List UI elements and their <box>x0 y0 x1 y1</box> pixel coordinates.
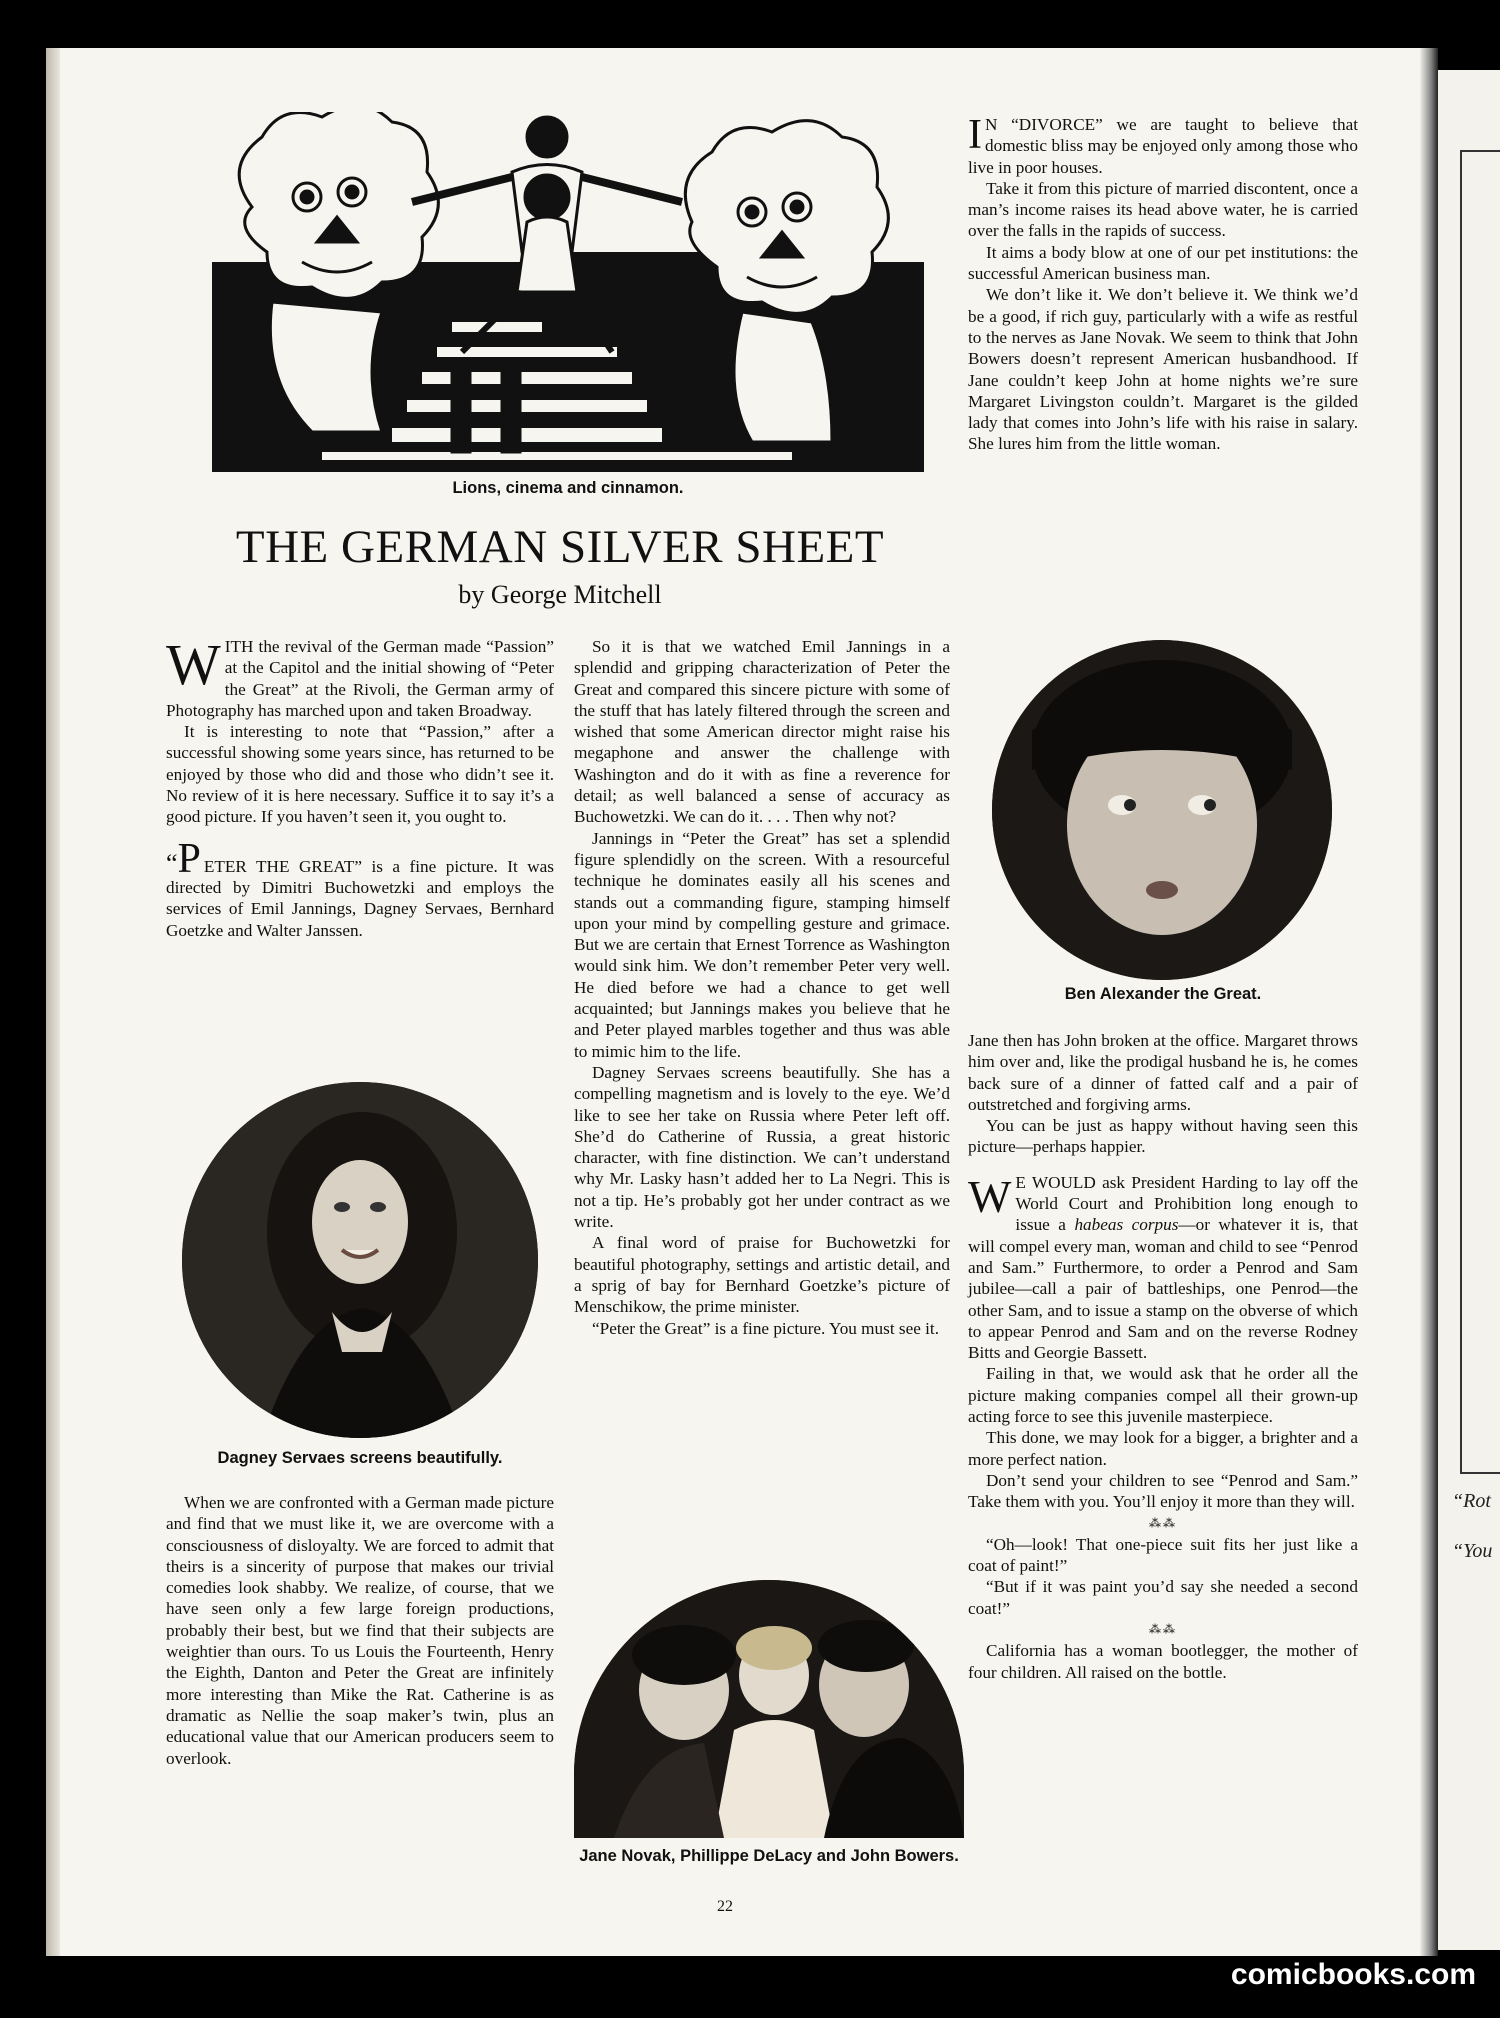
caption-novak: Jane Novak, Phillippe DeLacy and John Bowers. <box>579 1847 959 1865</box>
next-page-illustration-frame <box>1460 150 1500 1474</box>
col1-paragraph-1: ITH the revival of the German made “Passion” at the Capitol and the initial showing of “Peter the Great” at the Rivoli, the German army of Photography has marched upon and taken Broadway. <box>166 637 554 720</box>
dinkus-1: ⁂⁂ <box>1149 1515 1177 1530</box>
col3-paragraph-10: Don’t send your children to see “Penrod and Sam.” Take them with you. You’ll enjoy it more than they will. <box>968 1470 1358 1512</box>
column-1-top <box>166 632 554 941</box>
col3-paragraph-7a: ask President Harding to lay off the World Court and Prohibition long enough to issue a <box>1015 1172 1358 1235</box>
col3-paragraph-8: Failing in that, we would ask that he order all the picture making companies compel all their grown-up acting force to see this juvenile masterpiece. <box>968 1364 1358 1427</box>
caption-dagney: Dagney Servaes screens beautifully. <box>217 1449 503 1467</box>
next-page-caption-2: “You <box>1452 1540 1493 1562</box>
col3-paragraph-1: we are taught to believe that domestic bliss may be enjoyed only among those who live in poor houses. <box>968 115 1359 177</box>
next-page-edge <box>1438 70 1500 1950</box>
col2-paragraph-1: So it is that we watched Emil Jannings in a splendid and gripping characterization of Peter the Great and compared this sincere picture with some of the stuff that has lately filtered through the screen and wished that some American director might raise his megaphone and answer the challenge with Washington and do it with as fine a reverence for detail; as well balanced a sense of accuracy as Buchowetzki. We can do it. . . . Then why not? <box>574 637 950 827</box>
caption-lions: Lions, cinema and cinnamon. <box>452 479 684 497</box>
col3-italic: habeas corpus <box>1074 1215 1179 1235</box>
col1-paragraph-4: When we are confronted with a German made picture and find that we must like it, we are overcome with a consciousness of disloyalty. We are forced to admit that theirs is a sincerity of purpose that makes our trivial comedies look shabby. We realize, of course, that we have seen only a few large foreign productions, probably their best, but we find that their subjects are weightier than ours. To us Louis the Fourteenth, Henry the Eighth, Danton and Peter the Great are infinitely more interesting than Mike the Rat. Catherine is as dramatic as Nellie the soap maker’s twin, plus an educational value that our American producers seem to overlook. <box>166 1493 554 1768</box>
next-page-caption-1: “Rot <box>1452 1490 1491 1512</box>
page-number: 22 <box>717 1898 733 1915</box>
drop-cap-p: P <box>177 835 201 882</box>
watermark: comicbooks.com <box>1230 1958 1476 1991</box>
col2-paragraph-5: “Peter the Great” is a fine picture. You must see it. <box>592 1318 939 1338</box>
col3-paragraph-2: Take it from this picture of married discontent, once a man’s income raises its head above water, he is carried over the falls in the rapids of success. <box>968 178 1358 241</box>
page-gutter <box>1420 48 1438 1956</box>
col1-paragraph-2: It is interesting to note that “Passion,” after a successful showing some years since, has returned to be enjoyed by those who did and those who didn’t see it. No review of it is here necessary. Suffice it to say it’s a good picture. If you haven’t seen it, you ought to. <box>166 722 554 827</box>
article-title: THE GERMAN SILVER SHEET <box>235 521 885 573</box>
col3-smallcaps-2: E WOULD <box>1015 1172 1096 1192</box>
column-2 <box>574 636 950 1339</box>
lions-illustration <box>212 112 924 472</box>
drop-cap-w2: W <box>968 1170 1012 1222</box>
drop-cap-i: I <box>968 112 982 158</box>
column-3-bottom <box>968 1030 1358 1683</box>
col3-paragraph-13: California has a woman bootlegger, the mother of four children. All raised on the bottle. <box>968 1641 1358 1682</box>
dinkus-2: ⁂⁂ <box>1149 1622 1177 1637</box>
open-quote: “ <box>166 848 178 878</box>
col2-paragraph-2: Jannings in “Peter the Great” has set a splendid figure splendidly on the screen. With a resourceful technique he dominates easily all his scenes and stands out a commanding figure, stamping himself upon your mind by compelling gesture and grimace. But we are certain that Ernest Torrence as Washington would sink him. We don’t remember Peter very well. He died before we had a chance to get well acquainted; but Jannings makes you believe that he and Peter played marbles together and thus was able to mimic him to the life. <box>574 828 950 1061</box>
col2-paragraph-4: A final word of praise for Buchowetzki for beautiful photography, settings and artistic detail, and a sprig of bay for Bernhard Goetzke’s picture of Menschikow, the prime minister. <box>574 1233 950 1317</box>
drop-cap-w: W <box>166 632 221 697</box>
photo-dagney-servaes <box>182 1082 538 1438</box>
col1-paragraph-3: ” is a fine picture. It was directed by Dimitri Buchowetzki and employs the services of Emil Jannings, Dagney Servaes, Bernhard Goetzke and Walter Janssen. <box>166 856 554 940</box>
col3-paragraph-7b: —or whatever it is, that will compel every man, woman and child to see “Penrod and Sam.” Furthermore, to order a Penrod and Sam jubilee—call a pair of battleships, one Penrod—the other Sam, and to issue a stamp on the obverse of which to appear Penrod and Sam and on the reverse Rodney Bitts and Georgie Bassett. <box>968 1215 1358 1363</box>
col3-paragraph-4: We don’t like it. We don’t believe it. We think we’d be a good, if rich guy, particularly with a wife as restful to the nerves as Jane Novak. We seem to think that John Bowers doesn’t represent American husbandhood. If Jane couldn’t keep John at home nights we’re sure Margaret Livingston couldn’t. Margaret is the gilded lady that comes into John’s life with his raise in salary. She lures him from the little woman. <box>968 285 1358 454</box>
col3-paragraph-11: “Oh—look! That one-piece suit fits her just like a coat of paint!” <box>968 1534 1358 1576</box>
col3-paragraph-9: This done, we may look for a bigger, a brighter and a more perfect nation. <box>968 1428 1358 1469</box>
photo-ben-alexander <box>992 640 1332 980</box>
col3-paragraph-12: “But if it was paint you’d say she needed a second coat!” <box>968 1577 1358 1618</box>
col1-smallcaps: ETER THE GREAT <box>203 856 355 876</box>
col3-paragraph-5: Jane then has John broken at the office. Margaret throws him over and, like the prodigal husband he is, he comes back sure of a dinner of fatted calf and a pair of outstretched and forgiving arms. <box>968 1031 1358 1114</box>
article-byline: by George Mitchell <box>458 580 662 609</box>
col3-smallcaps-1: N “DIVORCE” <box>985 115 1103 134</box>
col3-paragraph-6: You can be just as happy without having seen this picture—perhaps happier. <box>968 1116 1358 1157</box>
col2-paragraph-3: Dagney Servaes screens beautifully. She has a compelling magnetism and is lovely to the eye. We’d like to see her take on Russia where Peter left off. She’d do Catherine of Russia, a great historic character, with fine distinction. We can’t understand why Mr. Lasky hasn’t added her to La Negri. This is not a tip. He’s probably got her under contract as we write. <box>574 1062 950 1232</box>
caption-ben: Ben Alexander the Great. <box>1064 985 1262 1003</box>
binding-spine <box>46 48 60 1956</box>
column-1-bottom <box>166 1492 554 1769</box>
column-3-top <box>968 114 1358 455</box>
col3-paragraph-3: It aims a body blow at one of our pet institutions: the successful American business man. <box>968 242 1358 284</box>
